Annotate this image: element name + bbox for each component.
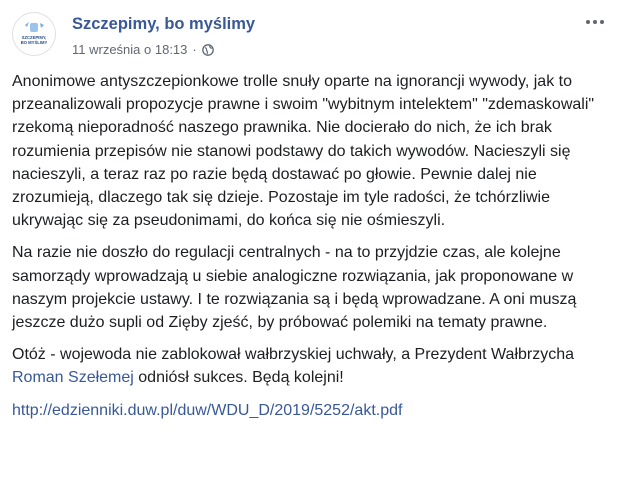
globe-icon[interactable]	[202, 44, 214, 56]
more-options-ellipsis-icon[interactable]	[583, 14, 607, 30]
external-url-link[interactable]: http://edzienniki.duw.pl/duw/WDU_D/2019/5252/akt.pdf	[12, 401, 403, 419]
ellipsis-dot	[586, 20, 590, 24]
post-timestamp[interactable]: 11 września o 18:13	[72, 42, 188, 57]
post-paragraph-3	[12, 343, 612, 389]
post-paragraph-2: Na razie nie doszło do regulacji centralnych - na to przyjdzie czas, ale kolejne samorządy wprowadzają u siebie analogiczne rozwiązania, jak proponowane w naszym projekcie ustawy. I te rozwiązania są i będą wprowadzane. A oni muszą jeszcze dużo supli od Zięby zjeść, by próbować polemiki na tematy prawne.	[12, 244, 577, 332]
page-logo-icon	[13, 13, 55, 55]
post-meta	[72, 42, 214, 57]
page-name-link[interactable]: Szczepimy, bo myślimy	[72, 15, 256, 33]
paragraph-3-text-after: odniósł sukces. Będą kolejni!	[133, 369, 344, 387]
ellipsis-dot	[593, 20, 597, 24]
svg-text:BO MYŚLIMY: BO MYŚLIMY	[20, 40, 48, 45]
ellipsis-dot	[600, 20, 604, 24]
post-body	[12, 70, 612, 431]
post-paragraph-1: Anonimowe antyszczepionkowe trolle snuły oparte na ignorancji wywody, jak to przeanalizowali propozycje prawne i swoim "wybitnym intelektem" "zdemaskowali" rzekomą nieporadność naszego prawnika. Nie docierało do nich, że ich brak rozumienia przepisów nie stanowi podstawy do takich wywodów. Nacieszyli się nacieszyli, a teraz raz po razie będą dostawać po głowie. Pewnie dalej nie zrozumieją, dlaczego tak się dzieje. Pozostaje im tyle radości, że tchórzliwie ukrywając się za pseudonimami, do końca się nie ośmieszyli.	[12, 73, 595, 230]
svg-text:SZCZEPIMY,: SZCZEPIMY,	[21, 35, 47, 40]
meta-separator: ·	[192, 42, 197, 57]
paragraph-3-text-before: Otóż - wojewoda nie zablokował wałbrzyskiej uchwały, a Prezydent Wałbrzycha	[12, 346, 575, 364]
page-avatar[interactable]	[12, 12, 56, 56]
mention-link[interactable]: Roman Szełemej	[12, 369, 134, 387]
